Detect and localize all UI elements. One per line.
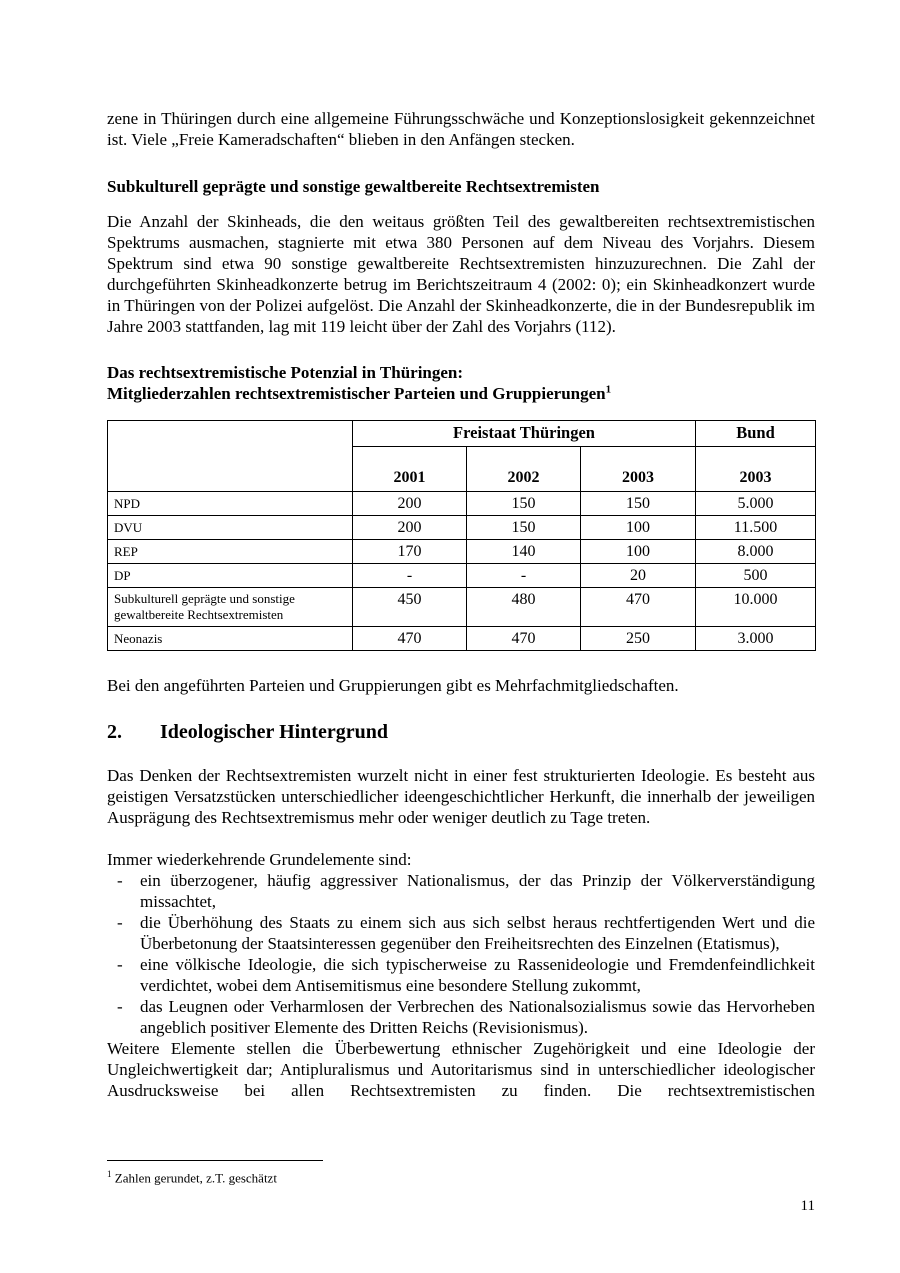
cell-value: 200 (353, 516, 467, 540)
list-item (117, 870, 815, 912)
cell-value: 480 (467, 588, 581, 627)
bullet-text: das Leugnen oder Verharmlosen der Verbrechen des Nationalsozialismus sowie das Hervorheben angeblich positiver Elemente des Dritten Reichs (Revisionismus). (140, 997, 815, 1037)
cell-value: 10.000 (696, 588, 816, 627)
bullet-dash: - (117, 955, 123, 974)
cell-value: 140 (467, 540, 581, 564)
members-table (107, 420, 816, 651)
cell-value: 100 (581, 516, 696, 540)
page-number: 11 (800, 1198, 815, 1214)
cell-value: - (353, 564, 467, 588)
section-heading-subkulturell: Subkulturell geprägte und sonstige gewaltbereite Rechtsextremisten (107, 177, 600, 196)
paragraph-list-intro: Immer wiederkehrende Grundelemente sind: (107, 850, 412, 869)
cell-value: 500 (696, 564, 816, 588)
table-heading (107, 362, 815, 404)
paragraph-skinheads: Die Anzahl der Skinheads, die den weitaus größten Teil des gewaltbereiten rechtsextremistischen Spektrums ausmachen, stagnierte mit etwa 380 Personen auf dem Niveau des Vorjahrs. Diesem Spektrum sind etwa 90 sonstige gewaltbereite Rechtsextremisten hinzuzurechnen. Die Zahl der durchgeführten Skinheadkonzerte betrug im Berichtszeitraum 4 (2002: 0); ein Skinheadkonzert wurde in Thüringen von der Polizei aufgelöst. Die Anzahl der Skinheadkonzerte, die in der Bundesrepublik im Jahre 2003 stattfanden, lag mit 119 leicht über der Zahl des Vorjahrs (112). (107, 212, 815, 336)
cell-value: 470 (581, 588, 696, 627)
table-corner-cell (108, 421, 353, 492)
cell-value: 100 (581, 540, 696, 564)
cell-value: 150 (581, 492, 696, 516)
footnote-separator (107, 1160, 323, 1161)
table-heading-line1: Das rechtsextremistische Potenzial in Thüringen: (107, 363, 464, 382)
row-label: Subkulturell geprägte und sonstige gewaltbereite Rechtsextremisten (108, 588, 353, 627)
cell-value: 150 (467, 492, 581, 516)
document-content (107, 108, 815, 1101)
cell-value: 470 (467, 627, 581, 651)
cell-value: 8.000 (696, 540, 816, 564)
chapter-title: Ideologischer Hintergrund (160, 721, 388, 743)
cell-value: - (467, 564, 581, 588)
chapter-heading (107, 719, 815, 745)
row-label: Neonazis (108, 627, 353, 651)
table-row (108, 627, 816, 651)
year-header: 2002 (467, 447, 581, 492)
list-item (117, 954, 815, 996)
row-label: NPD (108, 492, 353, 516)
table-heading-line2-text: Mitgliederzahlen rechtsextremistischer Parteien und Gruppierungen (107, 384, 606, 403)
cell-value: 3.000 (696, 627, 816, 651)
paragraph-intro: zene in Thüringen durch eine allgemeine Führungsschwäche und Konzeptionslosigkeit gekennzeichnet ist. Viele „Freie Kameradschaften“ blieben in den Anfängen stecken. (107, 109, 815, 149)
footnote-reference: 1 (605, 383, 612, 396)
footnote-area (107, 1160, 815, 1186)
cell-value: 11.500 (696, 516, 816, 540)
bullet-text: die Überhöhung des Staats zu einem sich aus sich selbst heraus rechtfertigenden Wert und die Überbetonung der Staatsinteressen gegenüber den Freiheitsrechten des Einzelnen (Etatismus), (140, 913, 815, 953)
cell-value: 20 (581, 564, 696, 588)
table-row (108, 564, 816, 588)
table-row (108, 588, 816, 627)
list-item (117, 996, 815, 1038)
cell-value: 250 (581, 627, 696, 651)
list-item (117, 912, 815, 954)
cell-value: 450 (353, 588, 467, 627)
row-label: DP (108, 564, 353, 588)
bullet-dash: - (117, 913, 123, 932)
cell-value: 5.000 (696, 492, 816, 516)
chapter-number: 2. (107, 721, 122, 743)
paragraph-closing: Weitere Elemente stellen die Überbewertung ethnischer Zugehörigkeit und eine Ideologie der Ungleichwertigkeit dar; Antipluralismus und Autoritarismus sind in unterschiedlicher ideologischer Ausdrucksweise bei allen Rechtsextremisten zu finden. Die rechtsextremistischen (107, 1039, 815, 1100)
cell-value: 170 (353, 540, 467, 564)
table-header-row-regions (108, 421, 816, 447)
footnote-text: Zahlen gerundet, z.T. geschätzt (114, 1170, 277, 1186)
bullet-dash: - (117, 997, 123, 1016)
row-label: REP (108, 540, 353, 564)
year-header: 2001 (353, 447, 467, 492)
year-header: 2003 (696, 447, 816, 492)
cell-value: 200 (353, 492, 467, 516)
bullet-text: ein überzogener, häufig aggressiver Nationalismus, der das Prinzip der Völkerverständigung missachtet, (140, 871, 815, 911)
table-row (108, 492, 816, 516)
table-row (108, 540, 816, 564)
paragraph-table-note: Bei den angeführten Parteien und Gruppierungen gibt es Mehrfachmitgliedschaften. (107, 676, 679, 695)
row-label: DVU (108, 516, 353, 540)
cell-value: 470 (353, 627, 467, 651)
cell-value: 150 (467, 516, 581, 540)
footnote (107, 1166, 815, 1186)
region-header-thueringen: Freistaat Thüringen (353, 421, 696, 447)
table-heading-line2 (107, 383, 815, 404)
bullet-dash: - (117, 871, 123, 890)
footnote-marker: 1 (107, 1169, 112, 1179)
year-header: 2003 (581, 447, 696, 492)
paragraph-ideologie: Das Denken der Rechtsextremisten wurzelt nicht in einer fest strukturierten Ideologie. Es besteht aus geistigen Versatzstücken unterschiedlicher ideengeschichtlicher Herkunft, die innerhalb der jeweiligen Ausprägung des Rechtsextremismus mehr oder weniger deutlich zu Tage treten. (107, 766, 815, 827)
bullet-list (107, 870, 815, 1038)
region-header-bund: Bund (696, 421, 816, 447)
table-row (108, 516, 816, 540)
bullet-text: eine völkische Ideologie, die sich typischerweise zu Rassenideologie und Fremdenfeindlichkeit verdichtet, wobei dem Antisemitismus eine besondere Stellung zukommt, (140, 955, 815, 995)
